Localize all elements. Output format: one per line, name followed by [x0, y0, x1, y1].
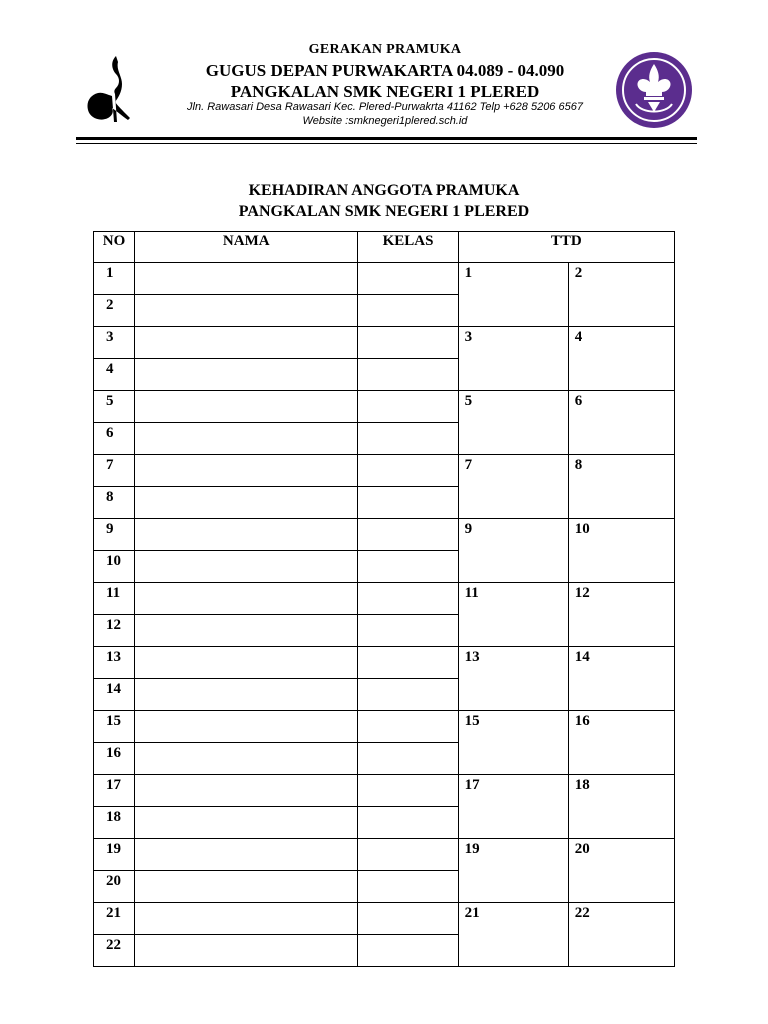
org-name: GERAKAN PRAMUKA: [308, 42, 462, 57]
row-number: 21: [94, 903, 135, 935]
row-number: 12: [94, 615, 135, 647]
kelas-cell[interactable]: [358, 519, 458, 551]
signature-cell[interactable]: 16: [568, 711, 674, 775]
table-header-row: [94, 232, 675, 263]
document-subtitle: PANGKALAN SMK NEGERI 1 PLERED: [238, 203, 530, 220]
row-number: 22: [94, 935, 135, 967]
row-number: 2: [94, 295, 135, 327]
kelas-cell[interactable]: [358, 327, 458, 359]
row-number: 19: [94, 839, 135, 871]
signature-cell[interactable]: 13: [458, 647, 568, 711]
tunas-kelapa-icon: [84, 52, 132, 128]
nama-cell[interactable]: [135, 519, 358, 551]
signature-cell[interactable]: 12: [568, 583, 674, 647]
nama-cell[interactable]: [135, 679, 358, 711]
nama-cell[interactable]: [135, 839, 358, 871]
row-number: 7: [94, 455, 135, 487]
table-row: [94, 455, 675, 487]
row-number: 10: [94, 551, 135, 583]
kelas-cell[interactable]: [358, 711, 458, 743]
row-number: 8: [94, 487, 135, 519]
row-number: 15: [94, 711, 135, 743]
row-number: 18: [94, 807, 135, 839]
letterhead: [0, 0, 768, 150]
header-rule-thick: [76, 137, 697, 140]
row-number: 13: [94, 647, 135, 679]
kelas-cell[interactable]: [358, 263, 458, 295]
nama-cell[interactable]: [135, 583, 358, 615]
nama-cell[interactable]: [135, 935, 358, 967]
pangkalan-name: PANGKALAN SMK NEGERI 1 PLERED: [230, 82, 540, 101]
kelas-cell[interactable]: [358, 295, 458, 327]
kelas-cell[interactable]: [358, 359, 458, 391]
row-number: 17: [94, 775, 135, 807]
signature-cell[interactable]: 18: [568, 775, 674, 839]
nama-cell[interactable]: [135, 647, 358, 679]
signature-cell[interactable]: 7: [458, 455, 568, 519]
nama-cell[interactable]: [135, 871, 358, 903]
nama-cell[interactable]: [135, 295, 358, 327]
nama-cell[interactable]: [135, 743, 358, 775]
table-row: [94, 647, 675, 679]
gugus-name: GUGUS DEPAN PURWAKARTA 04.089 - 04.090: [205, 61, 565, 80]
nama-cell[interactable]: [135, 711, 358, 743]
signature-cell[interactable]: 11: [458, 583, 568, 647]
kelas-cell[interactable]: [358, 871, 458, 903]
kelas-cell[interactable]: [358, 679, 458, 711]
header-kelas: KELAS: [358, 232, 458, 263]
table-row: [94, 583, 675, 615]
nama-cell[interactable]: [135, 487, 358, 519]
signature-cell[interactable]: 15: [458, 711, 568, 775]
nama-cell[interactable]: [135, 807, 358, 839]
row-number: 6: [94, 423, 135, 455]
signature-cell[interactable]: 9: [458, 519, 568, 583]
header-ttd: TTD: [458, 232, 674, 263]
header-nama: NAMA: [135, 232, 358, 263]
kelas-cell[interactable]: [358, 775, 458, 807]
kelas-cell[interactable]: [358, 615, 458, 647]
signature-cell[interactable]: 6: [568, 391, 674, 455]
kelas-cell[interactable]: [358, 391, 458, 423]
nama-cell[interactable]: [135, 391, 358, 423]
header-rule-thin: [76, 143, 697, 144]
kelas-cell[interactable]: [358, 903, 458, 935]
table-row: [94, 391, 675, 423]
signature-cell[interactable]: 1: [458, 263, 568, 327]
kelas-cell[interactable]: [358, 423, 458, 455]
nama-cell[interactable]: [135, 423, 358, 455]
kelas-cell[interactable]: [358, 839, 458, 871]
document-title: KEHADIRAN ANGGOTA PRAMUKA: [248, 182, 520, 199]
row-number: 20: [94, 871, 135, 903]
row-number: 14: [94, 679, 135, 711]
signature-cell[interactable]: 10: [568, 519, 674, 583]
nama-cell[interactable]: [135, 551, 358, 583]
signature-cell[interactable]: 4: [568, 327, 674, 391]
nama-cell[interactable]: [135, 903, 358, 935]
signature-cell[interactable]: 21: [458, 903, 568, 967]
signature-cell[interactable]: 22: [568, 903, 674, 967]
row-number: 1: [94, 263, 135, 295]
kelas-cell[interactable]: [358, 807, 458, 839]
signature-cell[interactable]: 14: [568, 647, 674, 711]
nama-cell[interactable]: [135, 359, 358, 391]
kelas-cell[interactable]: [358, 455, 458, 487]
attendance-table: [93, 231, 675, 967]
kelas-cell[interactable]: [358, 583, 458, 615]
nama-cell[interactable]: [135, 263, 358, 295]
table-row: [94, 711, 675, 743]
table-row: [94, 519, 675, 551]
row-number: 4: [94, 359, 135, 391]
wosm-fleur-de-lis-icon: [614, 50, 694, 130]
row-number: 11: [94, 583, 135, 615]
table-row: [94, 839, 675, 871]
row-number: 5: [94, 391, 135, 423]
kelas-cell[interactable]: [358, 743, 458, 775]
row-number: 16: [94, 743, 135, 775]
table-row: [94, 775, 675, 807]
signature-cell[interactable]: 20: [568, 839, 674, 903]
table-row: [94, 903, 675, 935]
nama-cell[interactable]: [135, 775, 358, 807]
nama-cell[interactable]: [135, 615, 358, 647]
signature-cell[interactable]: 2: [568, 263, 674, 327]
signature-cell[interactable]: 19: [458, 839, 568, 903]
kelas-cell[interactable]: [358, 935, 458, 967]
signature-cell[interactable]: 3: [458, 327, 568, 391]
address: Jln. Rawasari Desa Rawasari Kec. Plered-Purwakrta 41162 Telp +628 5206 6567: [187, 101, 583, 113]
nama-cell[interactable]: [135, 455, 358, 487]
kelas-cell[interactable]: [358, 487, 458, 519]
kelas-cell[interactable]: [358, 647, 458, 679]
row-number: 3: [94, 327, 135, 359]
signature-cell[interactable]: 8: [568, 455, 674, 519]
header-no: NO: [94, 232, 135, 263]
nama-cell[interactable]: [135, 327, 358, 359]
signature-cell[interactable]: 5: [458, 391, 568, 455]
website: Website :smknegeri1plered.sch.id: [302, 115, 468, 127]
signature-cell[interactable]: 17: [458, 775, 568, 839]
table-row: [94, 327, 675, 359]
table-row: [94, 263, 675, 295]
kelas-cell[interactable]: [358, 551, 458, 583]
row-number: 9: [94, 519, 135, 551]
